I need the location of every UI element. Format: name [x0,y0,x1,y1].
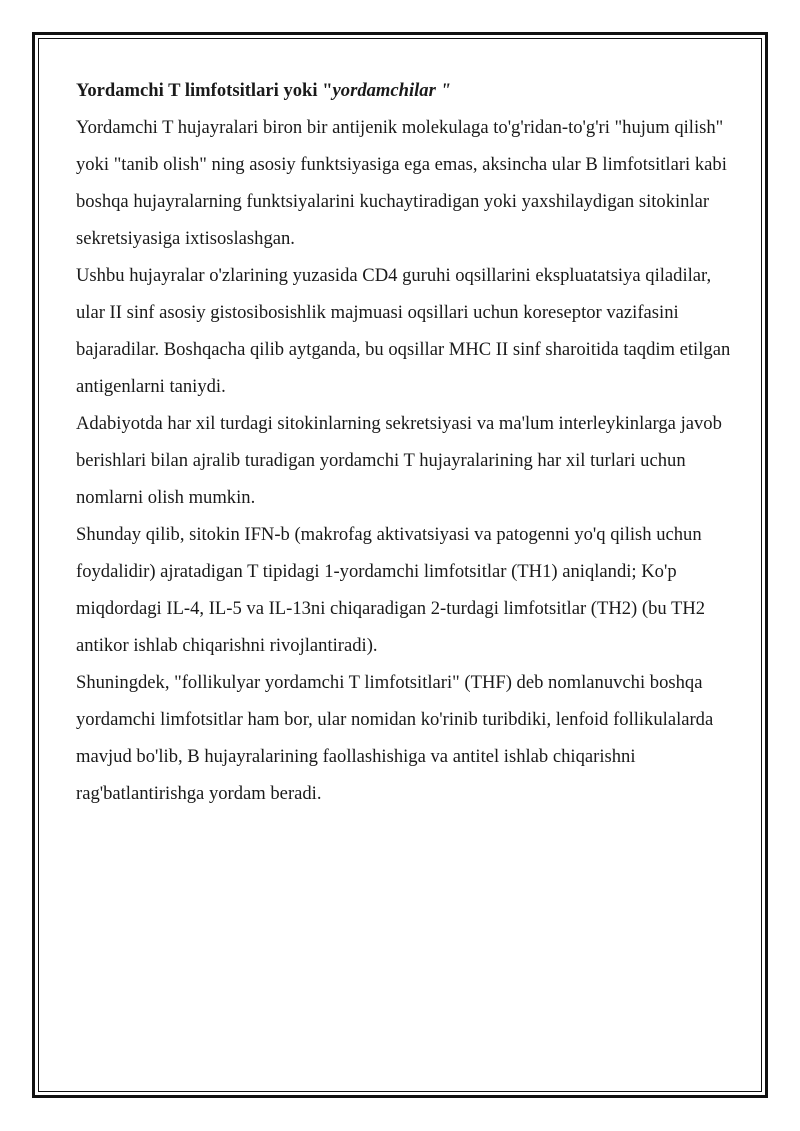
paragraph-4: Shunday qilib, sitokin IFN-b (makrofag aktivatsiyasi va patogenni yo'q qilish uchun foydalidir) ajratadigan T tipidagi 1-yordamchi limfotsitlar (TH1) aniqlandi; Ko'p miqdordagi IL-4, IL-5 va IL-13ni chiqaradigan 2-turdagi limfotsitlar (TH2) (bu TH2 antikor ishlab chiqarishni rivojlantiradi). [76,524,706,656]
paragraph-5: Shuningdek, "follikulyar yordamchi T limfotsitlari" (THF) deb nomlanuvchi boshqa yordamchi limfotsitlar ham bor, ular nomidan ko'rinib turibdiki, lenfoid follikulalarda mavjud bo'lib, B hujayralarining faollashishiga va antitel ishlab chiqarishni rag'batlantirishga yordam beradi. [76,672,714,804]
paragraph-3: Adabiyotda har xil turdagi sitokinlarning sekretsiyasi va ma'lum interleykinlarga javob berishlari bilan ajralib turadigan yordamchi T hujayralarining har xil turlari uchun nomlarni olish mumkin. [76,413,722,508]
paragraph-2: Ushbu hujayralar o'zlarining yuzasida CD4 guruhi oqsillarini ekspluatatsiya qiladilar, ular II sinf asosiy gistosibosishlik majmuasi oqsillari uchun koreseptor vazifasini bajaradilar. Boshqacha qilib aytganda, bu oqsillar MHC II sinf sharoitida taqdim etilgan antigenlarni taniydi. [76,265,731,397]
section-heading-text: Yordamchi T limfotsitlari yoki " [76,80,333,101]
paragraph-1: Yordamchi T hujayralari biron bir antijenik molekulaga to'g'ridan-to'g'ri "hujum qilish" yoki "tanib olish" ning asosiy funktsiyasiga ega emas, aksincha ular B limfotsitlari kabi boshqa hujayralarning funktsiyalarini kuchaytiradigan yoki yaxshilaydigan sitokinlar sekretsiyasiga ixtisoslashgan. [76,117,727,249]
section-heading-italic: yordamchilar " [332,80,451,101]
section-heading [76,72,736,109]
document-body [76,72,736,812]
